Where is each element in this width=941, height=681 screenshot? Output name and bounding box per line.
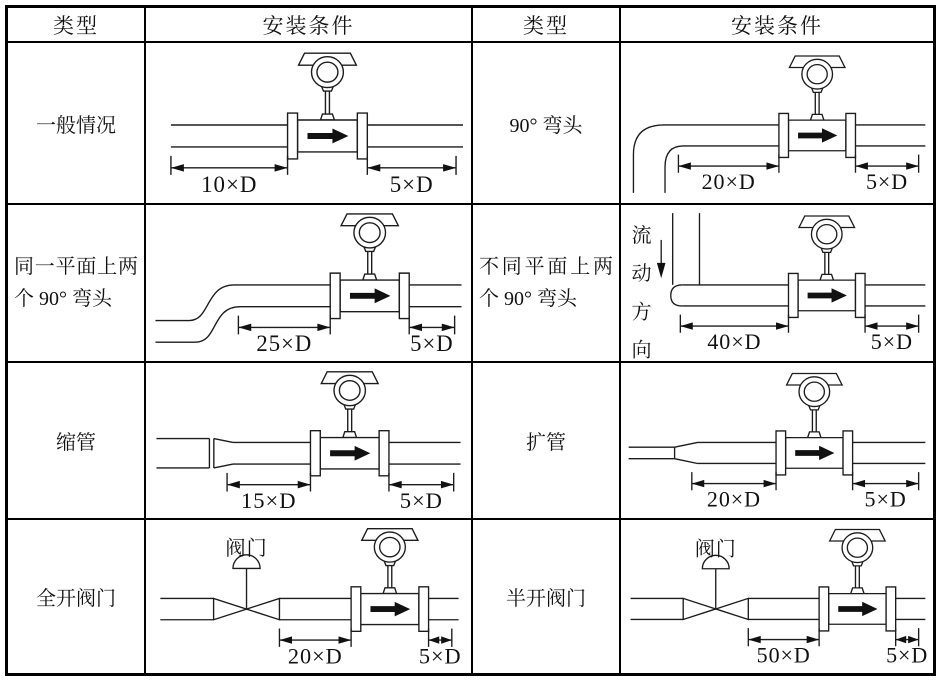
dimension-upstream [680,315,788,354]
dimension-label: 5×D [886,642,929,668]
header-type-right: 类型 [473,8,619,41]
dimension-label: 10×D [201,171,258,197]
installation-diagram-two-elbows-same-plane [146,205,471,361]
flowmeter-icon [779,56,856,157]
header-type-left: 类型 [8,8,144,41]
flowmeter-icon [776,374,853,475]
diagram-cell-general [146,43,471,203]
flow-note-char: 动 [631,263,653,286]
valve-label: 阀门 [694,538,737,561]
dimension-upstream [692,472,776,511]
valve-label: 阀门 [225,537,268,560]
type-cell-two-elbows-same-plane: 同一平面上两个 90° 弯头 [8,205,144,361]
dimension-downstream [367,156,456,197]
dimension-label: 5×D [865,169,909,195]
diagram-cell-elbow [621,43,933,203]
type-cell-two-elbows-diff-plane: 不同平面上两个 90° 弯头 [473,205,619,361]
flowmeter-icon [819,530,896,631]
flow-note-char: 向 [631,339,653,361]
dimension-label: 25×D [256,331,313,357]
dimension-label: 5×D [864,486,907,512]
flow-note-char: 方 [631,301,653,324]
type-cell-reducer: 缩管 [8,363,144,518]
dimension-downstream [865,315,919,354]
dimension-downstream [419,628,462,668]
dimension-upstream [678,155,778,194]
flowmeter-icon [310,372,388,476]
dimension-label: 40×D [707,329,762,355]
installation-diagram-general [146,43,471,203]
flowmeter-icon [330,214,409,319]
type-cell-elbow: 90° 弯头 [473,43,619,203]
dimension-label: 15×D [241,488,297,514]
dimension-label: 20×D [287,643,343,669]
diagram-cell-two-elbows-diff-plane [621,205,933,361]
dimension-label: 20×D [701,169,756,195]
header-condition-right: 安装条件 [621,8,933,41]
dimension-downstream [886,628,928,667]
dimension-upstream [171,156,288,197]
installation-diagram-expander [621,363,933,518]
dimension-label: 5×D [418,643,462,669]
diagram-cell-two-elbows-same-plane [146,205,471,361]
diagram-cell-reducer [146,363,471,518]
type-cell-general: 一般情况 [8,43,144,203]
dimension-label: 5×D [389,171,434,197]
installation-diagram-elbow [621,43,933,203]
dimension-label: 5×D [870,329,913,355]
dimension-downstream [409,316,454,357]
pipe-run [156,439,460,468]
dimension-label: 20×D [706,486,761,512]
dimension-label: 5×D [410,331,454,357]
installation-diagram-two-elbows-diff-plane [621,205,933,361]
header-condition-left: 安装条件 [146,8,471,41]
down-arrow-icon [657,263,666,278]
dimension-label: 50×D [756,642,811,668]
dimension-label: 5×D [399,488,443,514]
dimension-downstream [853,472,919,511]
type-cell-valve-half: 半开阀门 [473,520,619,673]
flowmeter-icon [788,216,865,317]
installation-table [5,5,936,676]
flowmeter-icon [351,529,428,632]
dimension-upstream [227,473,310,513]
valve-icon [683,537,748,619]
diagram-cell-valve-half [621,520,933,673]
dimension-downstream [389,473,454,513]
installation-diagram-valve-half [621,520,933,673]
flow-note-char: 流 [631,224,653,247]
dimension-upstream [748,628,819,667]
flow-direction-note [632,224,666,361]
flowmeter-icon [288,53,368,159]
dimension-upstream [238,316,330,357]
type-cell-valve-open: 全开阀门 [8,520,144,673]
valve-icon [214,537,280,620]
installation-diagram-valve-open [146,520,471,673]
type-cell-expander: 扩管 [473,363,619,518]
diagram-cell-valve-open [146,520,471,673]
diagram-cell-expander [621,363,933,518]
installation-diagram-reducer [146,363,471,518]
dimension-downstream [855,155,918,194]
dimension-upstream [279,628,351,668]
